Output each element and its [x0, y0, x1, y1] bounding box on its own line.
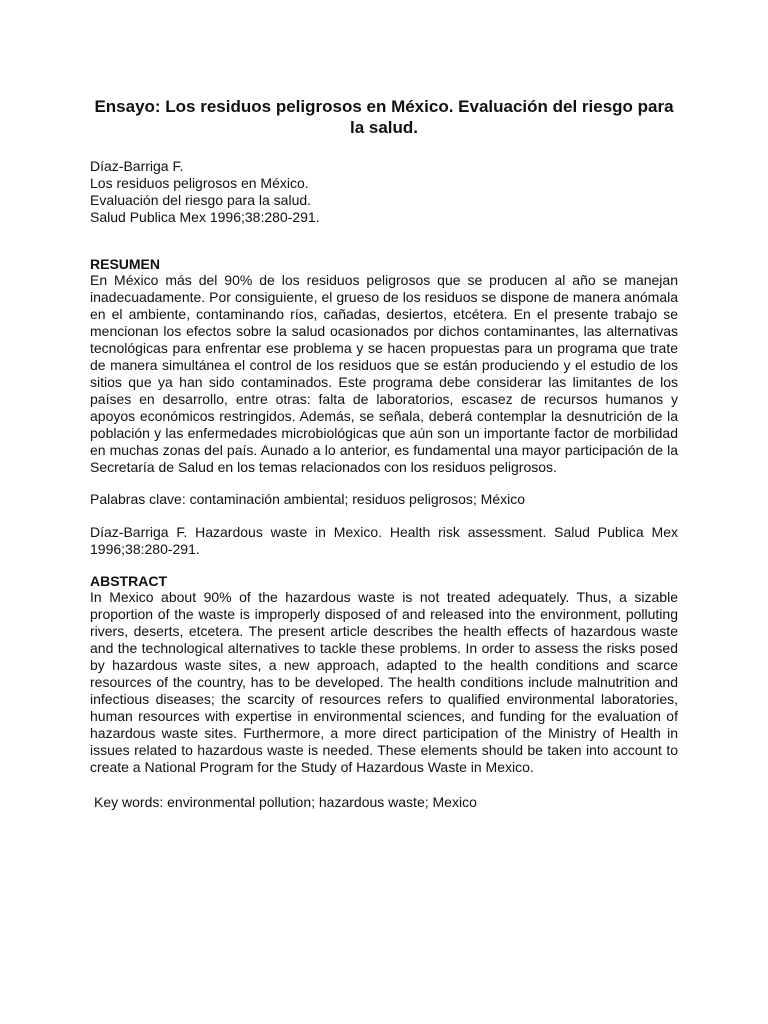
resumen-paragraph: En México más del 90% de los residuos peligrosos que se producen al año se manejan inadecuadamente. Por consiguiente, el grueso de los residuos se dispone de manera anómala en el ambiente, contaminando ríos, cañadas, desiertos, etcétera. En el presente trabajo se mencionan los efectos sobre la salud ocasionados por dichos contaminantes, las alternativas tecnológicas para enfrentar ese problema y se hacen propuestas para un programa que trate de manera simultánea el control de los residuos que se están produciendo y el estudio de los sitios que ya han sido contaminados. Este programa debe considerar las limitantes de los países en desarrollo, entre otras: falta de laboratorios, escasez de recursos humanos y apoyos económicos restringidos. Además, se señala, deberá contemplar la desnutrición de la población y las enfermedades microbiológicas que aún son un importante factor de morbilidad en muchas zonas del país. Aunado a lo anterior, es fundamental una mayor participación de la Secretaría de Salud en los temas relacionados con los residuos peligrosos. — [90, 272, 678, 475]
resumen-heading: RESUMEN — [90, 256, 161, 272]
palabras-clave: Palabras clave: contaminación ambiental; residuos peligrosos; México — [90, 491, 525, 507]
document-title: Ensayo: Los residuos peligrosos en México. Evaluación del riesgo para la salud. — [94, 97, 674, 137]
citation-author: Díaz-Barriga F. — [90, 158, 184, 174]
citation-block — [90, 158, 678, 226]
abstract-paragraph: In Mexico about 90% of the hazardous waste is not treated adequately. Thus, a sizable proportion of the waste is improperly disposed of and released into the environment, polluting rivers, deserts, etcetera. The present article describes the health effects of hazardous waste and the technological alternatives to tackle these problems. In order to assess the risks posed by hazardous waste sites, a new approach, adapted to the health conditions and scarce resources of the country, has to be developed. The health conditions include malnutrition and infectious diseases; the scarcity of resources refers to qualified environmental laboratories, human resources with expertise in environmental sciences, and funding for the evaluation of hazardous waste sites. Furthermore, a more direct participation of the Ministry of Health in issues related to hazardous waste is needed. These elements should be taken into account to create a National Program for the Study of Hazardous Waste in Mexico. — [90, 589, 678, 775]
key-words: Key words: environmental pollution; hazardous waste; Mexico — [94, 794, 477, 810]
citation-title-line-1: Los residuos peligrosos en México. — [90, 175, 309, 191]
citation-title-line-2: Evaluación del riesgo para la salud. — [90, 192, 312, 208]
citation-journal: Salud Publica Mex 1996;38:280-291. — [90, 209, 320, 225]
abstract-heading: ABSTRACT — [90, 573, 167, 589]
english-reference: Díaz-Barriga F. Hazardous waste in Mexico. Health risk assessment. Salud Publica Mex 1996;38:280-291. — [90, 524, 678, 557]
